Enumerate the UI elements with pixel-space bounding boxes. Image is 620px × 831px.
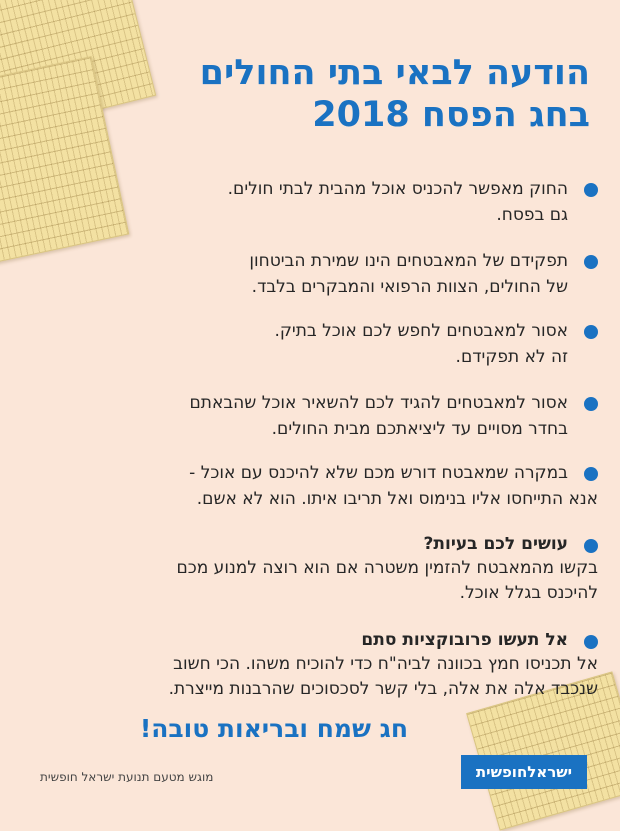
bullet-dot-icon [584,467,598,481]
list-item-heading: עושים לכם בעיות? [423,534,568,554]
bullet-dot-icon [584,539,598,553]
list-item-text: בקשו מהמאבטח להזמין משטרה אם הוא רוצה למנוע מכם [176,558,598,578]
list-item-text: אסור למאבטחים להגיד לכם להשאיר אוכל שהבאתם [189,393,568,413]
list-item-text: החוק מאפשר להכניס אוכל מהבית לבתי חולים. [227,179,568,199]
list-item [68,460,598,512]
list-item [68,248,598,300]
title-line-2: בחג הפסח 2018 [312,95,590,135]
info-list [68,176,598,702]
logo-text: ישראלחופשית [475,763,573,781]
list-item-text: של החולים, הצוות הרפואי והמבקרים בלבד. [251,277,568,297]
page-title [110,52,590,136]
list-item-text: אסור למאבטחים לחפש לכם אוכל בתיק. [274,321,568,341]
list-item [68,532,598,606]
list-item-text: בחדר מסויים עד ליציאתכם מבית החולים. [271,419,568,439]
list-item-text: זה לא תפקידם. [455,347,568,367]
list-item-text: במקרה שמאבטח דורש מכם שלא להיכנס עם אוכל - [189,463,568,483]
bullet-dot-icon [584,325,598,339]
list-item-text: גם בפסח. [496,205,568,225]
list-item [68,390,598,442]
bullet-dot-icon [584,397,598,411]
list-item-text: להיכנס בגלל אוכל. [459,583,598,603]
list-item-text: תפקידם של המאבטחים הינו שמירת הביטחון [249,251,568,271]
list-item [68,318,598,370]
credit-line: מוגש מטעם תנועת ישראל חופשית [40,770,214,784]
organization-logo [461,755,587,789]
holiday-greeting: חג שמח ובריאות טובה! [139,714,408,743]
bullet-dot-icon [584,635,598,649]
list-item-text: שנכבד אלה את אלה, בלי קשר לסכסוכים שהרבנות מייצרת. [168,679,598,699]
list-item-text: אנא התייחסו אליו בנימוס ואל תריבו איתו. הוא לא אשם. [196,489,598,509]
list-item-text: אל תכניסו חמץ בכוונה לביה"ח כדי להוכיח משהו. הכי חשוב [173,654,598,674]
list-item [68,628,598,702]
title-line-1: הודעה לבאי בתי החולים [199,53,590,93]
list-item [68,176,598,228]
list-item-heading: אל תעשו פרובוקציות סתם [361,630,568,650]
bullet-dot-icon [584,255,598,269]
bullet-dot-icon [584,183,598,197]
